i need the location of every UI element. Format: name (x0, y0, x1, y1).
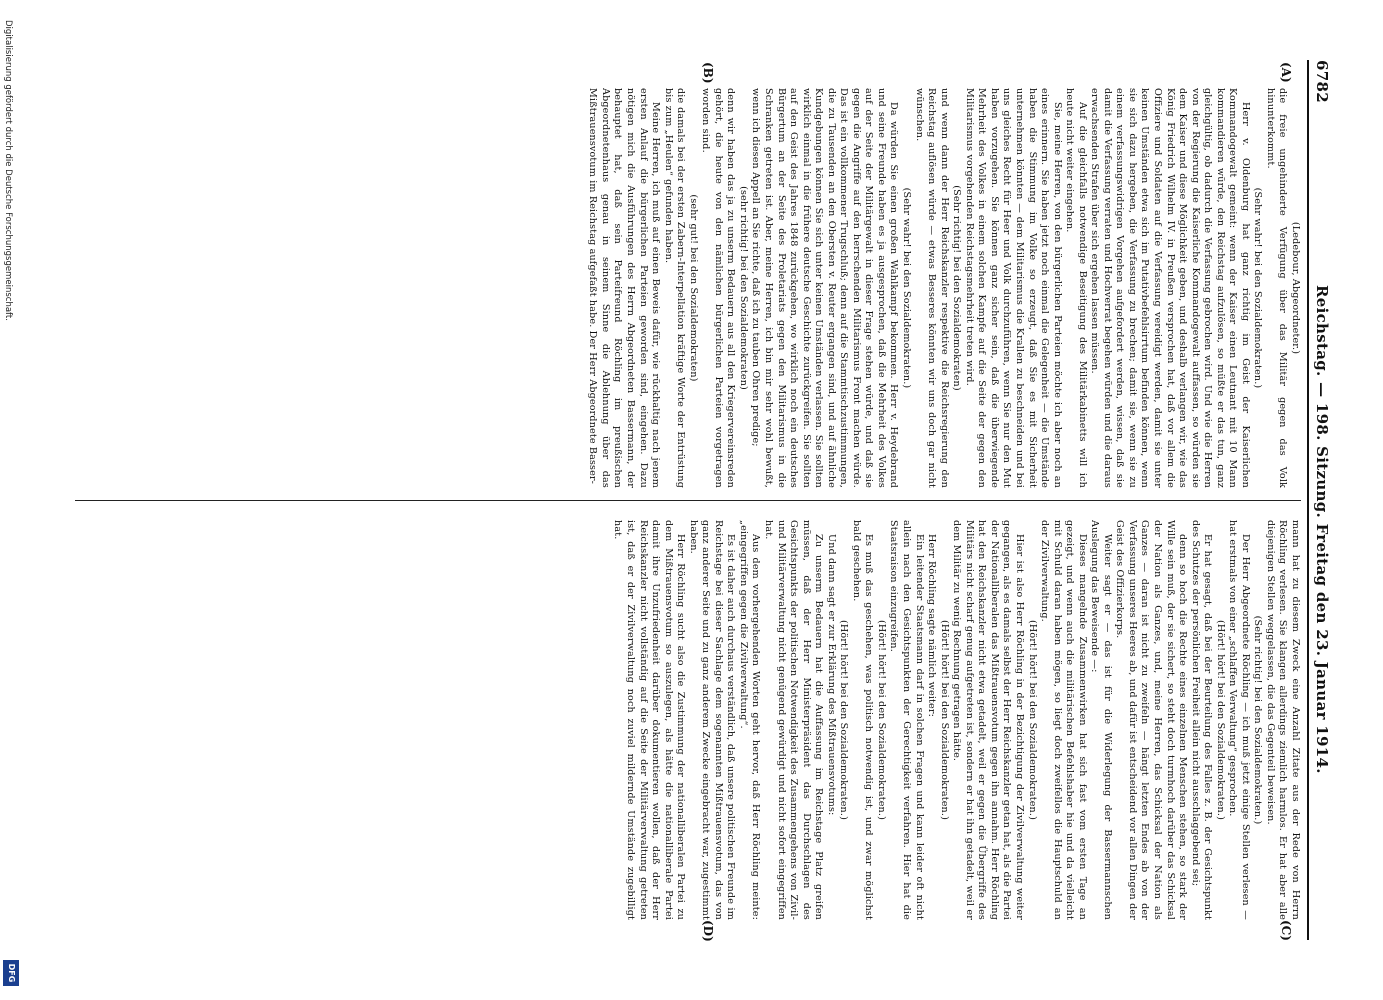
paragraph: Er hat gesagt, daß bei der Beurteilung des Falles z. B. der Gesichtspunkt des Schutzes der persönlichen Freiheit allein nicht ausschlaggebend sei; (1189, 520, 1214, 920)
paragraph: Herr Röchling sucht also die Zustimmung der nationalliberalen Partei zu dem Mißtrauensvotum so auszulegen, als hätte die nationalliberale Partei damit ihre Unzufriedenheit darüber dokumentieren wollen, daß der Herr Reichskanzler nicht vollständig auf die Seite der Militärverwaltung getreten ist, daß er der Zivilverwaltung noch zuviel mildernde Umstände zugebilligt hat. (612, 520, 687, 920)
paragraph: Aus dem vorhergehenden Worten geht hervor, daß Herr Röchling meinte: „eingegriffen gegen die Zivilverwaltung“. (737, 520, 762, 920)
interjection: (Hört! hört! bei den Sozialdemokraten.) (938, 620, 950, 820)
interjection: (Hört! hört! bei den Sozialdemokraten.) (875, 620, 887, 820)
paragraph: Sie, meine Herren, von den bürgerlichen Parteien möchte ich aber noch an eines erinnern. Sie haben jetzt noch einmal die Gelegenheit — die Umstände haben die Stimmung im Volke so erzeugt, daß Sie es mit Sicherheit unternehmen könnten — dem Militarismus die Krallen zu beschneiden und bei uns gleiches Recht für Heer und Volk durchzuführen, wenn Sie nur den Mut haben vorzugehen. Sie können ganz sicher sein, daß die überwiegende Mehrheit des Volkes in einem solchen Kampfe auf die Seite der gegen den Militarismus vorgehenden Reichstagsmehrheit treten wird. (963, 88, 1063, 488)
quotation: Zu unserm Bedauern hat die Auffassung im Reichstage Platz greifen müssen, daß der Herr Ministerpräsident das Durchschlagen des Gesichtspunkts der politischen Notwendigkeit des Zusammengehens von Zivil- und Militärverwaltung nicht genügend gewürdigt und nicht sofort eingegriffen hat. (763, 520, 825, 920)
margin-marker-a: (A) (1279, 62, 1293, 83)
quotation: Es muß das geschehen, was politisch notwendig ist, und zwar möglichst bald geschehen. (850, 520, 875, 920)
page-number: 6782 (1313, 60, 1331, 103)
page-header (1309, 60, 1331, 940)
paragraph: Herr v. Oldenburg hat ganz richtig im Geist der Kaiserlichen Kommandogewalt gemeint: wenn der Kaiser einen Leutnant mit 10 Mann kommandieren würde, den Reichstag aufzulösen, so müßte er das tun, ganz gleichgültig, ob dadurch die Verfassung gebrochen wird. Und wie die Herren von der Regierung die Kaiserliche Kommandogewalt auffassen, so würden sie dem Kaiser und diese Möglichkeit geben, und deshalb verlangen wir, wie das König Friedrich Wilhelm IV. in Preußen versprochen hat, daß vor allem die Offiziere und Soldaten auf die Verfassung vereidigt werden, damit sie unter keinen Umständen etwa sich im Putativbefehlsirrtum befinden können, wenn sie sich dazu hergeben, die Verfassung zu brechen; damit sie, wenn sie zu einem verfassungswidrigen Vorgehen aufgefordert werden, wissen, daß sie damit die Verfassung verraten und Hochverrat begehen würden und die daraus erwachsenden Strafen über sich ergehen lassen müssen. (1089, 88, 1251, 488)
column-divider (75, 500, 1301, 501)
paragraph: Weiter sagt er — das ist für die Widerlegung der Bassermannschen Auslegung das Beweisende —: (1089, 520, 1113, 920)
header-title: Reichstag. — 198. Sitzung. Freitag den 23. Januar 1914. (1313, 285, 1331, 774)
quotation: denn so hoch die Rechte eines einzelnen Menschen stehen, so stark der Wille sein muß, der sie sichert, so steht doch turmhoch darüber das Schicksal der Nation als Ganzes, und, meine Herren, das Schicksal der Nation als Ganzes — daran ist nicht zu zweifeln — hängt letzten Endes ab von der Verfassung unseres Heeres ab, und dafür ist entscheidend vor allen Dingen der Geist des Offizierkorps. (1114, 520, 1189, 920)
paragraph: Hier ist also Herr Röchling in der Bezichtigung der Zivilverwaltung weiter gegangen, als es damals selbst der Herr Reichskanzler getan hat, als die Partei der Nationalliberalen das Mißtrauensvotum gegen ihn annahm. Herr Röchling hat den Reichskanzler nicht etwa getadelt, weil er gegen die Übergriffe des Militärs nicht scharf genug aufgetreten ist, sondern er hat ihn getadelt, weil er dem Militär zu wenig Rechnung getragen hätte. (951, 520, 1025, 920)
margin-marker-c: (C) (1279, 920, 1293, 941)
interjection: (sehr gut! bei den Sozialdemokraten) (687, 194, 699, 382)
right-column (75, 520, 1301, 920)
paragraph: Und dann sagt er zur Erklärung des Mißtrauensvotums: (825, 534, 837, 816)
paragraph: denn wir haben das ja zu unserm Bedauern aus all den Kriegervereinsreden gehört, die heute von den nämlichen bürgerlichen Parteien vorgetragen worden sind. (700, 88, 737, 488)
interjection: (Sehr wahr! bei den Sozialdemokraten.) (901, 187, 913, 389)
interjection: (Sehr wahr! bei den Sozialdemokraten.) (1252, 187, 1264, 389)
interjection: (Hört! hört! bei den Sozialdemokraten.) (838, 620, 850, 820)
interjection: (Hört! hört! bei den Sozialdemokraten.) (1214, 620, 1226, 820)
interjection: (Sehr richtig! bei den Sozialdemokraten) (951, 185, 963, 391)
header-rule (1307, 60, 1309, 940)
paragraph: mann hat zu diesem Zweck eine Anzahl Zitate aus der Rede von Herrn Röchling verlesen. Sie klangen allerdings ziemlich harmlos. Er hat aber alle diejenigen Stellen weggelassen, die das Gegenteil beweisen. (1264, 520, 1301, 920)
margin-marker-b: (B) (701, 62, 715, 84)
paragraph: Der Herr Abgeordnete Röchling — ich muß jetzt einige Stellen verlesen — hat erstmals von einer „schlaffen Verwaltung“ gesprochen. (1227, 520, 1251, 920)
paragraph: und wenn dann der Herr Reichskanzler respektive die Reichsregierung den Reichstag auflösen würde — etwas Besseres könnten wir uns doch gar nicht wünschen. (913, 88, 950, 488)
left-column (75, 88, 1301, 488)
paragraph: Herr Röchling sagte nämlich weiter: (926, 534, 938, 717)
paragraph: Auf die gleichfalls notwendige Beseitigung des Militärkabinetts will ich heute nicht weiter eingehen. (1064, 88, 1088, 488)
quotation: Es ist daher auch durchaus verständlich, daß unsere politischen Freunde im Reichstage bei dieser Sachlage dem sogenannten Mißtrauensvotum, das von ganz anderer Seite und zu ganz anderem Zwecke eingebracht war, zugestimmt haben. (687, 520, 737, 920)
quotation: Dieses mangelnde Zusammenwirken hat sich fast vom ersten Tage an gezeigt, und wenn auch die militärischen Befehlshaber hie und da vielleicht mit Schuld daran haben mögen, so liegt doch zweifellos die Hauptschuld an der Zivilverwaltung. (1039, 520, 1088, 920)
speaker-line: (Ledebour, Abgeordneter.) (1290, 221, 1301, 355)
quotation: Ein leitender Staatsmann darf in solchen Fragen und kann leider oft nicht allein nach den Gesichtspunkten der Gerechtigkeit verfahren. Hier hat die Staatsraison einzugreifen. (888, 520, 925, 920)
paragraph: Da würden Sie einen großen Wahlkampf bekommen. Herr v. Heydebrand und seine Freunde haben es ja ausgesprochen, daß die Mehrheit des Volkes auf der Seite der Militärgewalt in dieser Frage stehen würde, und daß sie gegen die Angriffe auf den herrschenden Militarismus Front machen würde. Das ist ein vollkommener Trugschluß; denn auf die Stammtischzustimmungen, die zu Tausenden an den Obersten v. Reuter ergangen sind, und auf ähnliche Kundgebungen können Sie sich unter keinen Umständen verlassen. Sie sollten wirklich einmal in die frühere deutsche Geschichte zurückgreifen. Sie sollten auf den Geist des Jahres 1848 zurückgehen, wo wirklich noch ein deutsches Bürgertum an der Seite des Proletariats gegen den Militarismus in die Schranken getreten ist. Aber, meine Herren, ich bin mir sehr wohl bewußt, wenn ich diesen Appell an Sie richte, daß ich zu tauben Ohren predige; (750, 88, 900, 488)
margin-marker-d: (D) (701, 920, 715, 942)
paragraph: die damals bei der ersten Zabern-Interpellation kräftige Worte der Entrüstung bis zum „Heulen“ gefunden haben. (662, 88, 687, 488)
dfg-logo: DFG (3, 960, 19, 986)
paragraph: die freie ungehinderte Verfügung über das Militär gegen das Volk hinunterkommt. (1264, 88, 1289, 488)
interjection: (Hört! hört! bei den Sozialdemokraten.) (1026, 620, 1038, 820)
paragraph: Meine Herren, ich muß auf einen Beweis dafür, wie rückhaltig nach jenem ersten Anlauf die bürgerlichen Parteien geworden sind, eingehen. Dazu nötigen mich die Ausführungen des Herrn Abgeordneten Bassermann, der behauptet hat, daß sein Parteifreund Röchling im preußischen Abgeordnetenhaus genau in seinem Sinne die Ablehnung über das Mißtrauensvotum im Reichstag aufgefaßt habe. Der Herr Abgeordnete Basser- (587, 88, 662, 488)
digitization-credit: Digitalisierung gefördert durch die Deutsche Forschungsgemeinschaft. (3, 20, 13, 321)
interjection: (Sehr richtig! bei den Sozialdemokraten.) (1252, 615, 1264, 825)
interjection: (sehr richtig! bei den Sozialdemokraten) (737, 186, 749, 390)
